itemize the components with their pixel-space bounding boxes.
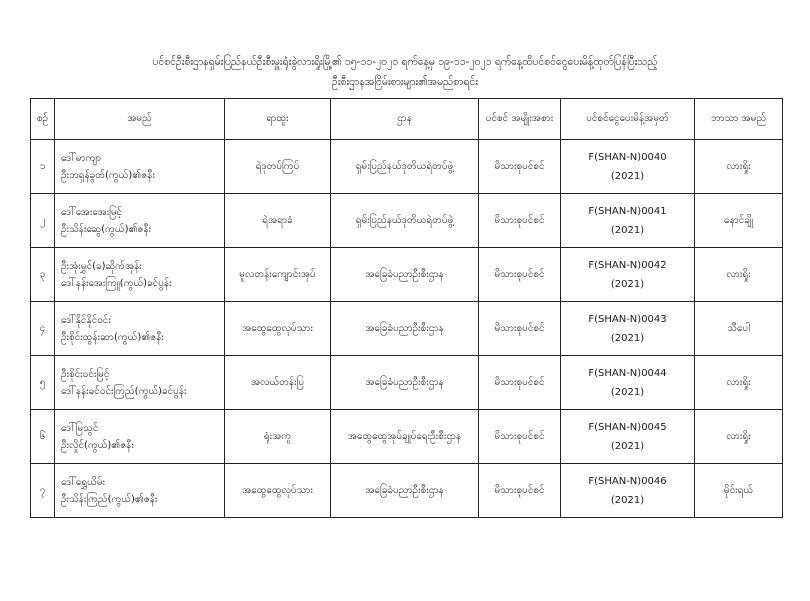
cert-year: (2021): [610, 224, 645, 236]
cert-number: F(SHAN-N)0040: [588, 151, 667, 163]
cell-cert: [561, 410, 695, 464]
header-license: ပင်စင် အမျိုးအစား: [479, 99, 561, 140]
cell-no: ၆: [31, 410, 55, 464]
spouse-line: ဒေါ်နန်းခင်ဝင်းကြည်(ကွယ်)ခင်ပွန်း: [61, 385, 187, 397]
name-line: ဒေါ်အေးအေးမြင့်: [61, 206, 123, 218]
table-row: [31, 140, 783, 194]
name-line: ဒေါ်မာကျာ: [61, 152, 102, 164]
title-line-2: ဦးစီးဌာနအငြိမ်းစားများ၏အမည်စာရင်း: [332, 76, 478, 88]
spouse-line: ဦးသိန်းဆွေ(ကွယ်)၏ဇနီး: [61, 223, 152, 235]
cell-name: [55, 248, 225, 302]
cell-rank: အထွေထွေလုပ်သား: [225, 464, 331, 518]
cell-no: ၂: [31, 194, 55, 248]
cell-license: မိသားစုပင်စင်: [479, 410, 561, 464]
cell-dept: ရှမ်းပြည်နယ်ဒုတိယရဲတပ်ဖွဲ့: [331, 194, 479, 248]
cell-religion: လားရှိုး: [695, 356, 783, 410]
document-title: [20, 52, 790, 92]
name-line: ဦးစိုင်းဝင်းမြင့်: [61, 368, 110, 380]
table-row: [31, 464, 783, 518]
cell-dept: အခြေခံပညာဦးစီးဌာန: [331, 248, 479, 302]
cell-license: မိသားစုပင်စင်: [479, 140, 561, 194]
cert-number: F(SHAN-N)0042: [588, 259, 667, 271]
cell-name: [55, 356, 225, 410]
cell-rank: မူလတန်းကျောင်းအုပ်: [225, 248, 331, 302]
cert-year: (2021): [610, 440, 645, 452]
cell-religion: သီပေါ: [695, 302, 783, 356]
cell-name: [55, 464, 225, 518]
cert-year: (2021): [610, 170, 645, 182]
name-line: ဦးအုံးမွှင်(ခ)ဆိုက်အုန်း: [61, 260, 142, 272]
header-no: စဉ်: [31, 99, 55, 140]
cell-name: [55, 410, 225, 464]
cell-license: မိသားစုပင်စင်: [479, 464, 561, 518]
header-cert: ပင်စင်ငွေပေးမိန့်အမှတ်: [561, 99, 695, 140]
cell-rank: အထွေထွေလုပ်သား: [225, 302, 331, 356]
name-line: ဒေါ်ရွှေယိမ်း: [61, 476, 106, 488]
cell-cert: [561, 140, 695, 194]
title-line-1: ပင်စင်ဦးစီးဌာနရှမ်းပြည်နယ်ဦးစီးမှူးရုံးခွဲလားရှိုးမြို့၏ ၁၅-၁၁-၂၀၂၁ ရက်နေ့မှ ၁၉-၁၁-၂၀၂၁ ရက်နေ့ထိပင်စင်ငွေပေးမိန့်ထုတ်ပြန်ပြီးသည့်: [152, 56, 658, 68]
table-row: [31, 356, 783, 410]
pension-table: [30, 98, 783, 518]
table-header-row: [31, 99, 783, 140]
cert-year: (2021): [610, 332, 645, 344]
cert-year: (2021): [610, 386, 645, 398]
cell-cert: [561, 464, 695, 518]
cert-number: F(SHAN-N)0041: [588, 205, 667, 217]
header-religion: ဘာသာ အမည်: [695, 99, 783, 140]
cell-no: ၃: [31, 248, 55, 302]
cell-dept: အခြေခံပညာဦးစီးဌာန: [331, 464, 479, 518]
cell-religion: မိုင်းရယ်: [695, 464, 783, 518]
cert-year: (2021): [610, 278, 645, 290]
name-line: ဒေါ်နိုင်နိုင်ဝင်း: [61, 314, 111, 326]
cell-cert: [561, 194, 695, 248]
cert-number: F(SHAN-N)0043: [588, 313, 667, 325]
cell-name: [55, 194, 225, 248]
cell-cert: [561, 248, 695, 302]
cell-dept: ရှမ်းပြည်နယ်ဒုတိယရဲတပ်ဖွဲ့: [331, 140, 479, 194]
cell-license: မိသားစုပင်စင်: [479, 248, 561, 302]
header-rank: ရာထူး: [225, 99, 331, 140]
cell-religion: လားရှိုး: [695, 410, 783, 464]
cell-cert: [561, 356, 695, 410]
cell-no: ၄: [31, 302, 55, 356]
cell-name: [55, 302, 225, 356]
cert-number: F(SHAN-N)0046: [588, 475, 667, 487]
cell-dept: အခြေခံပညာဦးစီးဌာန: [331, 302, 479, 356]
cell-no: ၁: [31, 140, 55, 194]
cell-name: [55, 140, 225, 194]
spouse-line: ဦးဘရှန်ခွတ်(ကွယ်)၏ဇနီး: [61, 169, 155, 181]
name-line: ဒေါ်မြသွင်: [61, 422, 99, 434]
cell-dept: အထွေထွေအုပ်ချုပ်ရေးဦးစီးဌာန: [331, 410, 479, 464]
cell-cert: [561, 302, 695, 356]
spouse-line: ဦးစိုင်းထွန်းဆာ(ကွယ်)၏ဇနီး: [61, 331, 164, 343]
cell-rank: ရုံးအကူ: [225, 410, 331, 464]
cell-religion: လားရှိုး: [695, 248, 783, 302]
cell-rank: အလယ်တန်းပြ: [225, 356, 331, 410]
cell-rank: ရဲဒုတပ်ကြပ်: [225, 140, 331, 194]
spouse-line: ဒေါ်နန်းအေးကြူ(ကွယ်)ခင်ပွန်း: [61, 277, 172, 289]
spouse-line: ဦးလှိုင်(ကွယ်)၏ဇနီး: [61, 439, 134, 451]
header-name: အမည်: [55, 99, 225, 140]
cell-no: ၅: [31, 356, 55, 410]
header-dept: ဌာန: [331, 99, 479, 140]
cert-number: F(SHAN-N)0044: [588, 367, 667, 379]
cert-number: F(SHAN-N)0045: [588, 421, 667, 433]
table-row: [31, 410, 783, 464]
spouse-line: ဦးသိန်းကြည်(ကွယ်)၏ဇနီး: [61, 493, 158, 505]
table-row: [31, 194, 783, 248]
cell-dept: အခြေခံပညာဦးစီးဌာန: [331, 356, 479, 410]
cell-religion: နောင်ချို: [695, 194, 783, 248]
cell-no: ၇: [31, 464, 55, 518]
cell-license: မိသားစုပင်စင်: [479, 302, 561, 356]
cell-religion: လားရှိုး: [695, 140, 783, 194]
cell-license: မိသားစုပင်စင်: [479, 356, 561, 410]
table-row: [31, 302, 783, 356]
cell-rank: ရဲအရာခံ: [225, 194, 331, 248]
cell-license: မိသားစုပင်စင်: [479, 194, 561, 248]
cert-year: (2021): [610, 494, 645, 506]
table-row: [31, 248, 783, 302]
